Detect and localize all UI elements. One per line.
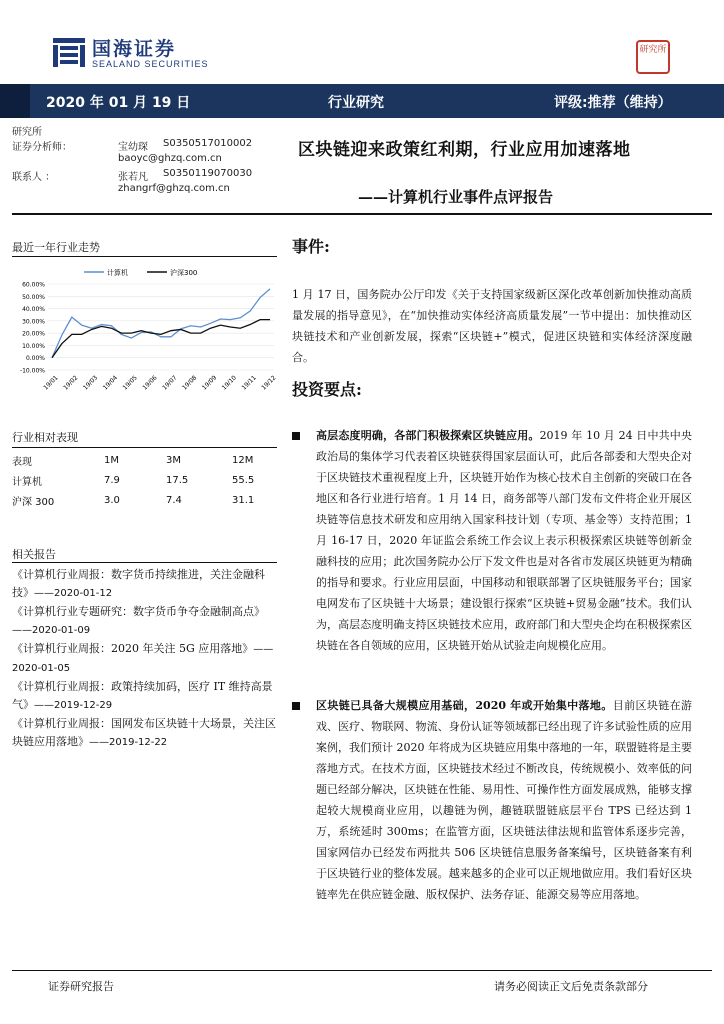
table-cell: 17.5 — [166, 474, 189, 486]
contact-cert: S0350119070030 — [163, 168, 253, 179]
analyst-cert: S0350517010002 — [163, 138, 253, 149]
chart-ytick-label: 0.00% — [25, 355, 45, 363]
related-title: 相关报告 — [12, 548, 56, 561]
page-title: 区块链迎来政策红利期，行业应用加速落地 — [298, 140, 631, 160]
table-cell: 31.1 — [232, 494, 255, 506]
event-paragraph: 1 月 17 日，国务院办公厅印发《关于支持国家级新区深化改革创新加快推动高质量发展的指导意见》，在“加快推动实体经济高质量发展”一节中提出：加快推动区块链技术和产业创新发展，探索“区块链+”模式，促进区块链和实体经济深度融合。 — [292, 288, 692, 364]
chart-ytick-label: 30.00% — [22, 318, 45, 326]
chart-xtick-label: 19/04 — [101, 374, 119, 392]
bullet-icon — [292, 702, 300, 710]
chart-xtick-label: 19/09 — [200, 374, 219, 392]
chart-legend — [84, 268, 197, 277]
investment-point-2: 区块链已具备大规模应用基础，2020 年或开始集中落地。目前区块链在游戏、医疗、物联网、物流、身份认证等领域都已经出现了许多试验性质的应用案例，我们预计 2020 年将成为区块链应用集中落地的一年，联盟链将是主要落地方式。在技术方面，区块链技术经过不断改良，传统规模小、效率低的问题已经部分解决，区块链在性能、易用性、可操作性方面发展成熟，能够支撑起较大规模商业应用，以趣链为例，趣链联盟链底层平台 TPS 已经达到 1 万，系统延时 300ms；在监管方面，区块链法律法规和监管体系逐步完善，国家网信办已经发布两批共 506 区块链信息服务备案编号，区块链备案有利于区块链行业的整体发展。越来越多的企业可以正规地做应用。我们看好区块链率先在供应链金融、版权保护、法务存证、能源交易等应用落地。 — [316, 699, 692, 901]
chart-series-line-计算机 — [52, 289, 270, 358]
footer-disclaimer: 请务必阅读正文后免责条款部分 — [494, 980, 648, 993]
performance-title: 行业相对表现 — [12, 431, 78, 444]
table-row — [12, 470, 278, 490]
event-heading: 事件: — [292, 237, 330, 256]
table-cell: 7.4 — [166, 494, 182, 506]
company-logo — [52, 34, 209, 74]
chart-ytick-label: 10.00% — [22, 342, 45, 350]
table-header-cell: 12M — [232, 454, 254, 466]
table-cell: 55.5 — [232, 474, 255, 486]
performance-table — [12, 450, 278, 510]
chart-ytick-label: 60.00% — [22, 281, 45, 289]
seal-stamp: 研究所 — [636, 40, 670, 74]
chart-xtick-label: 19/03 — [81, 374, 100, 392]
trend-title: 最近一年行业走势 — [12, 241, 100, 254]
contact-email[interactable]: zhangrf@ghzq.com.cn — [118, 183, 230, 194]
chart-xtick-label: 19/07 — [161, 374, 179, 392]
related-report-item[interactable]: 《计算机行业专题研究：数字货币争夺金融制高点》——2020-01-09 — [12, 605, 265, 636]
related-title-rule — [12, 562, 277, 563]
table-cell: 沪深 300 — [12, 496, 55, 508]
table-header-cell: 表现 — [12, 456, 32, 468]
chart-xtick-label: 19/12 — [260, 374, 278, 392]
chart-xtick-label: 19/06 — [141, 374, 159, 392]
table-header-cell: 3M — [166, 454, 181, 466]
investment-point-1: 高层态度明确，各部门积极探索区块链应用。2019 年 10 月 24 日中共中央政治局的集体学习代表着区块链获得国家层面认可，此后各部委和大型央企对于区块链技术重视程度上升，区块链开始作为核心技术自主创新的突破口在各地区和各行业进行培育。1 月 14 日，商务部等八部门发布文件将企业开展区块链等信息技术研发和应用纳入国家科技计划（专项、基金等）支持范围；1 月 16-17 日，2020 年证监会系统工作会议上表示积极探索区块链等创新金融科技的应用；此次国务院办公厅下发文件也是对各省市发展区块链更为精确的指导和要求。行业应用层面，中国移动和银联部署了区块链服务平台；国家电网发布了区块链十大场景；建设银行探索“区块链+贸易金融”技术。我们认为，高层态度明确支持区块链技术应用，政府部门和大型央企均在积极探索区块链在各自领域的应用，区块链开始从试验走向规模化应用。 — [316, 429, 692, 652]
analyst-role: 证券分析师： — [12, 142, 72, 153]
chart-xtick-label: 19/08 — [181, 374, 199, 392]
chart-ytick-label: 40.00% — [22, 306, 45, 314]
footer-left-text: 证券研究报告 — [48, 980, 114, 993]
trend-chart — [12, 262, 278, 392]
related-report-item[interactable]: 《计算机行业周报：政策持续加码，医疗 IT 维持高景气》——2019-12-29 — [12, 680, 273, 711]
table-cell: 3.0 — [104, 494, 120, 506]
report-rating: 评级:推荐（维持） — [554, 95, 672, 111]
table-header-cell: 1M — [104, 454, 119, 466]
bullet-icon — [292, 432, 300, 440]
table-row — [12, 450, 278, 470]
legend-label-computer: 计算机 — [107, 269, 128, 277]
dept-label: 研究所 — [12, 127, 42, 138]
table-cell: 计算机 — [12, 476, 42, 488]
chart-ytick-label: 20.00% — [22, 330, 45, 338]
investment-heading: 投资要点: — [292, 380, 362, 399]
chart-xtick-label: 19/10 — [220, 374, 238, 392]
logo-en-text: SEALAND SECURITIES — [92, 59, 209, 69]
legend-label-hs300: 沪深300 — [170, 269, 198, 277]
related-report-item[interactable]: 《计算机行业周报：数字货币持续推进，关注金融科技》——2020-01-12 — [12, 568, 265, 599]
logo-cn-text: 国海证券 — [92, 38, 177, 60]
contact-name: 张若凡 — [118, 172, 148, 183]
chart-xtick-label: 19/11 — [240, 374, 258, 392]
page-subtitle: ——计算机行业事件点评报告 — [358, 188, 554, 206]
related-report-item[interactable]: 《计算机行业周报：国网发布区块链十大场景，关注区块链应用落地》——2019-12-22 — [12, 717, 276, 748]
analyst-email[interactable]: baoyc@ghzq.com.cn — [118, 153, 222, 164]
chart-ytick-label: -10.00% — [19, 367, 45, 375]
footer-divider — [12, 970, 712, 971]
chart-ytick-label: 50.00% — [22, 293, 45, 301]
contact-role: 联系人 ： — [12, 172, 56, 183]
table-row — [12, 490, 278, 510]
chart-xtick-label: 19/01 — [42, 374, 60, 392]
trend-title-rule — [12, 256, 277, 257]
analyst-name: 宝幼琛 — [118, 142, 148, 153]
report-date: 2020 年 01 月 19 日 — [46, 95, 191, 111]
logo-mark-icon — [52, 36, 86, 70]
related-report-list — [12, 566, 278, 752]
chart-xtick-label: 19/02 — [62, 374, 80, 392]
title-divider — [12, 213, 712, 215]
chart-series-line-沪深300 — [52, 320, 270, 358]
header-banner — [0, 84, 724, 118]
chart-xtick-label: 19/05 — [121, 374, 139, 392]
table-cell: 7.9 — [104, 474, 120, 486]
performance-title-rule — [12, 447, 277, 448]
related-report-item[interactable]: 《计算机行业周报：2020 年关注 5G 应用落地》——2020-01-05 — [12, 642, 274, 674]
report-category: 行业研究 — [328, 95, 384, 111]
